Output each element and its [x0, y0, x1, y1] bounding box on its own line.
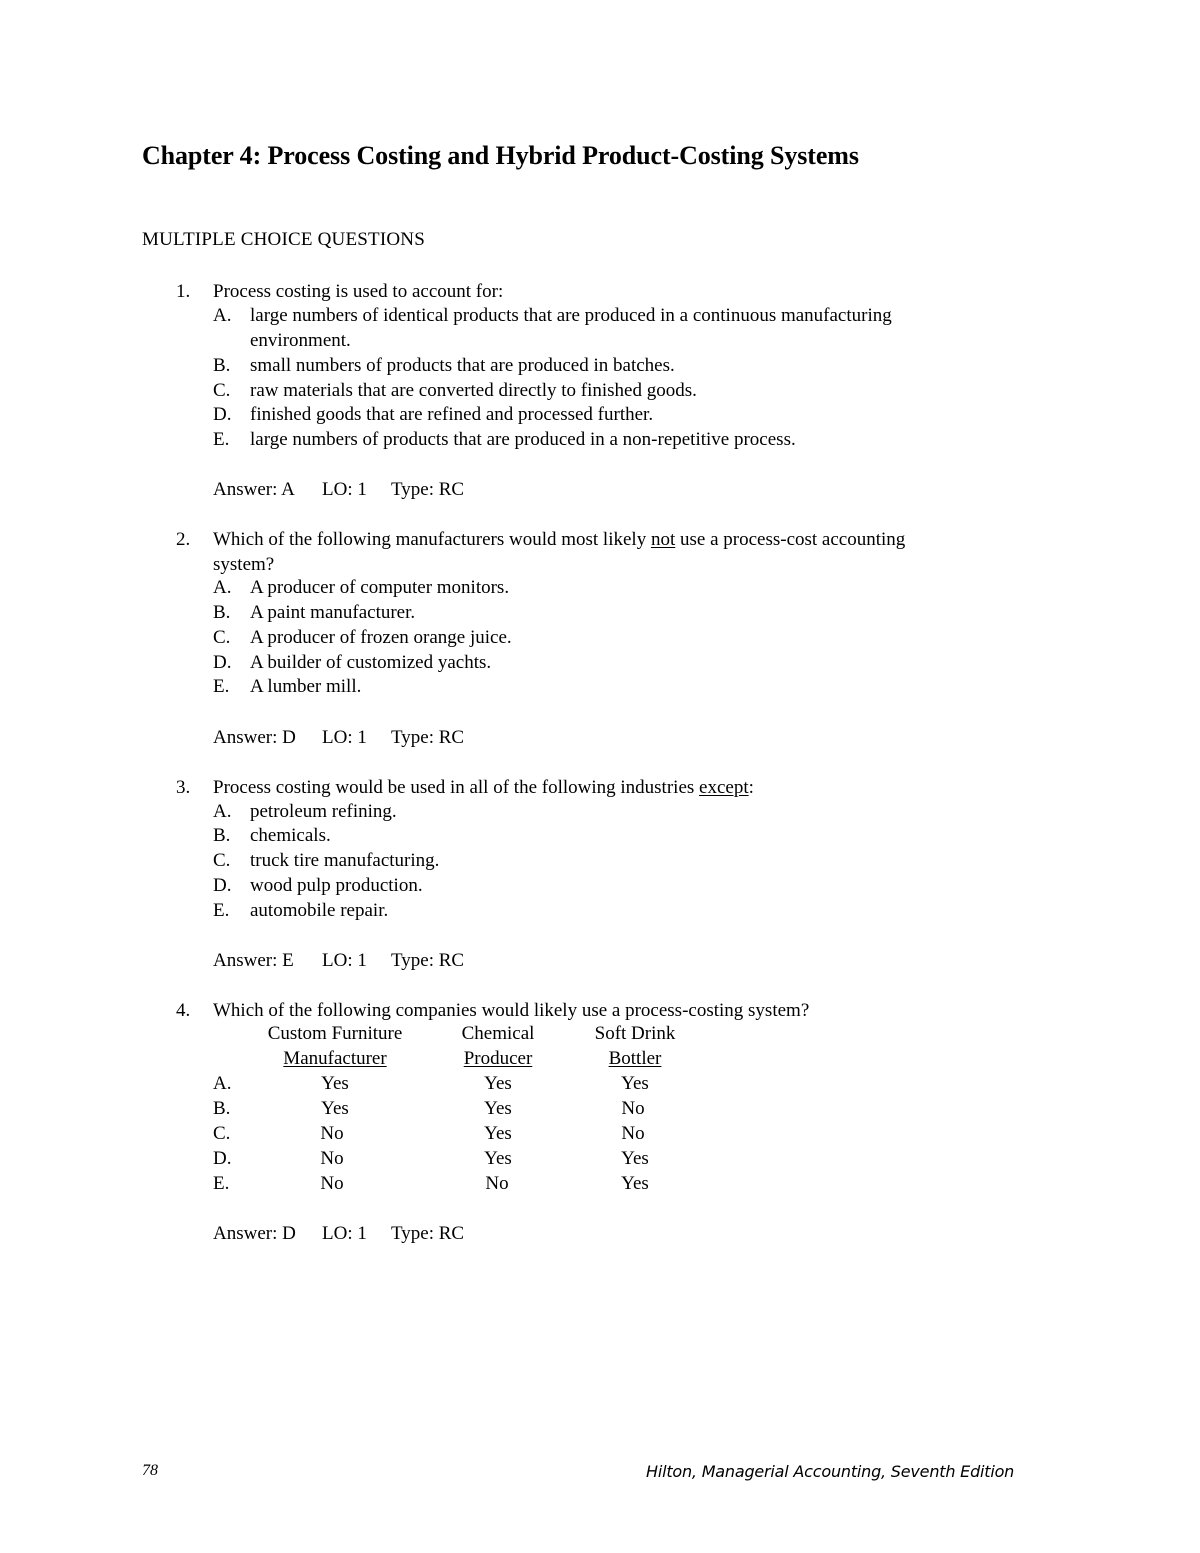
table-row-letter: D.	[213, 1148, 232, 1169]
option-text: A producer of computer monitors.	[250, 577, 510, 598]
option-text: A builder of customized yachts.	[250, 652, 492, 673]
table-cell: No	[621, 1123, 645, 1144]
table-row-letter: A.	[213, 1073, 232, 1094]
column-header: Chemical	[461, 1023, 535, 1044]
table-cell: No	[485, 1173, 509, 1194]
stem-line: system?	[213, 553, 275, 575]
option-letter: D.	[213, 875, 232, 896]
option-letter: C.	[213, 380, 231, 401]
option-letter: B.	[213, 355, 231, 376]
book-citation: Hilton, Managerial Accounting, Seventh Edition	[646, 1462, 1015, 1481]
question-type: Type: RC	[391, 950, 465, 971]
table-cell: Yes	[484, 1098, 512, 1119]
learning-objective: LO: 1	[322, 727, 367, 748]
answer-value: Answer: A	[213, 479, 295, 500]
option-letter: E.	[213, 429, 230, 450]
table-cell: No	[621, 1098, 645, 1119]
question-type: Type: RC	[391, 479, 465, 500]
stem-text: Which of the following manufacturers would most likely	[213, 529, 651, 550]
table-cell: No	[320, 1123, 344, 1144]
column-header: Soft Drink	[594, 1023, 676, 1044]
table-row-letter: C.	[213, 1123, 231, 1144]
option-text: truck tire manufacturing.	[250, 850, 440, 871]
option-text: A lumber mill.	[250, 676, 362, 697]
chapter-title: Chapter 4: Process Costing and Hybrid Product-Costing Systems	[142, 141, 859, 170]
stem-text: use a process-cost accounting	[675, 529, 906, 550]
option-text: raw materials that are converted directly to finished goods.	[250, 380, 697, 401]
option-letter: E.	[213, 676, 230, 697]
stem-line: Which of the following companies would likely use a process-costing system?	[213, 1000, 810, 1021]
question-stem	[213, 528, 1013, 577]
question-stem	[213, 999, 1013, 1024]
stem-line	[213, 776, 1013, 801]
answer-value: Answer: E	[213, 950, 294, 971]
answer-value: Answer: D	[213, 1223, 296, 1244]
option-letter: B.	[213, 825, 231, 846]
question-number: 3.	[176, 777, 191, 798]
option-letter: C.	[213, 850, 231, 871]
answer-line	[213, 479, 464, 501]
option-text: large numbers of identical products that are produced in a continuous manufacturing	[250, 305, 892, 326]
table-cell: Yes	[484, 1123, 512, 1144]
stem-line: Process costing is used to account for:	[213, 281, 504, 302]
learning-objective: LO: 1	[322, 1223, 367, 1244]
question-number: 2.	[176, 529, 191, 550]
table-cell: Yes	[484, 1148, 512, 1169]
option-text: A paint manufacturer.	[250, 602, 416, 623]
question-number: 1.	[176, 281, 191, 302]
answer-value: Answer: D	[213, 727, 296, 748]
column-header-underlined: Manufacturer	[283, 1048, 387, 1069]
answer-line	[213, 727, 464, 749]
table-cell: No	[320, 1148, 344, 1169]
question-stem	[213, 280, 1013, 305]
table-row-letter: B.	[213, 1098, 231, 1119]
page-number: 78	[142, 1462, 158, 1479]
question-number: 4.	[176, 1000, 191, 1021]
option-letter: D.	[213, 404, 232, 425]
column-header	[464, 1048, 533, 1070]
option-text: petroleum refining.	[250, 801, 397, 822]
column-header	[283, 1048, 386, 1070]
table-cell: Yes	[321, 1098, 349, 1119]
answer-line	[213, 1223, 464, 1245]
answer-line	[213, 950, 464, 972]
stem-line	[213, 528, 1013, 553]
option-letter: B.	[213, 602, 231, 623]
column-header-underlined: Producer	[463, 1048, 533, 1069]
option-text: automobile repair.	[250, 900, 389, 921]
option-text-continued: environment.	[250, 329, 351, 351]
option-letter: E.	[213, 900, 230, 921]
section-heading: MULTIPLE CHOICE QUESTIONS	[142, 229, 425, 250]
option-letter: A.	[213, 801, 232, 822]
table-cell: Yes	[621, 1073, 649, 1094]
stem-text: :	[748, 777, 754, 798]
option-letter: D.	[213, 652, 232, 673]
table-row-letter: E.	[213, 1173, 230, 1194]
learning-objective: LO: 1	[322, 479, 367, 500]
column-header: Custom Furniture	[267, 1023, 403, 1044]
table-cell: Yes	[621, 1148, 649, 1169]
option-text: chemicals.	[250, 825, 331, 846]
table-cell: Yes	[484, 1073, 512, 1094]
question-type: Type: RC	[391, 1223, 465, 1244]
question-stem	[213, 776, 1013, 801]
table-cell: Yes	[321, 1073, 349, 1094]
emphasis-underline: except	[699, 777, 749, 798]
option-text: small numbers of products that are produced in batches.	[250, 355, 675, 376]
option-text: large numbers of products that are produced in a non-repetitive process.	[250, 429, 796, 450]
column-header-underlined: Bottler	[608, 1048, 662, 1069]
option-letter: A.	[213, 305, 232, 326]
column-header	[609, 1048, 662, 1070]
table-cell: Yes	[621, 1173, 649, 1194]
option-text: wood pulp production.	[250, 875, 423, 896]
learning-objective: LO: 1	[322, 950, 367, 971]
emphasis-underline: not	[650, 529, 676, 550]
question-type: Type: RC	[391, 727, 465, 748]
table-cell: No	[320, 1173, 344, 1194]
option-letter: A.	[213, 577, 232, 598]
option-text: A producer of frozen orange juice.	[250, 627, 512, 648]
stem-text: Process costing would be used in all of the following industries	[213, 777, 700, 798]
option-letter: C.	[213, 627, 231, 648]
option-text: finished goods that are refined and processed further.	[250, 404, 654, 425]
